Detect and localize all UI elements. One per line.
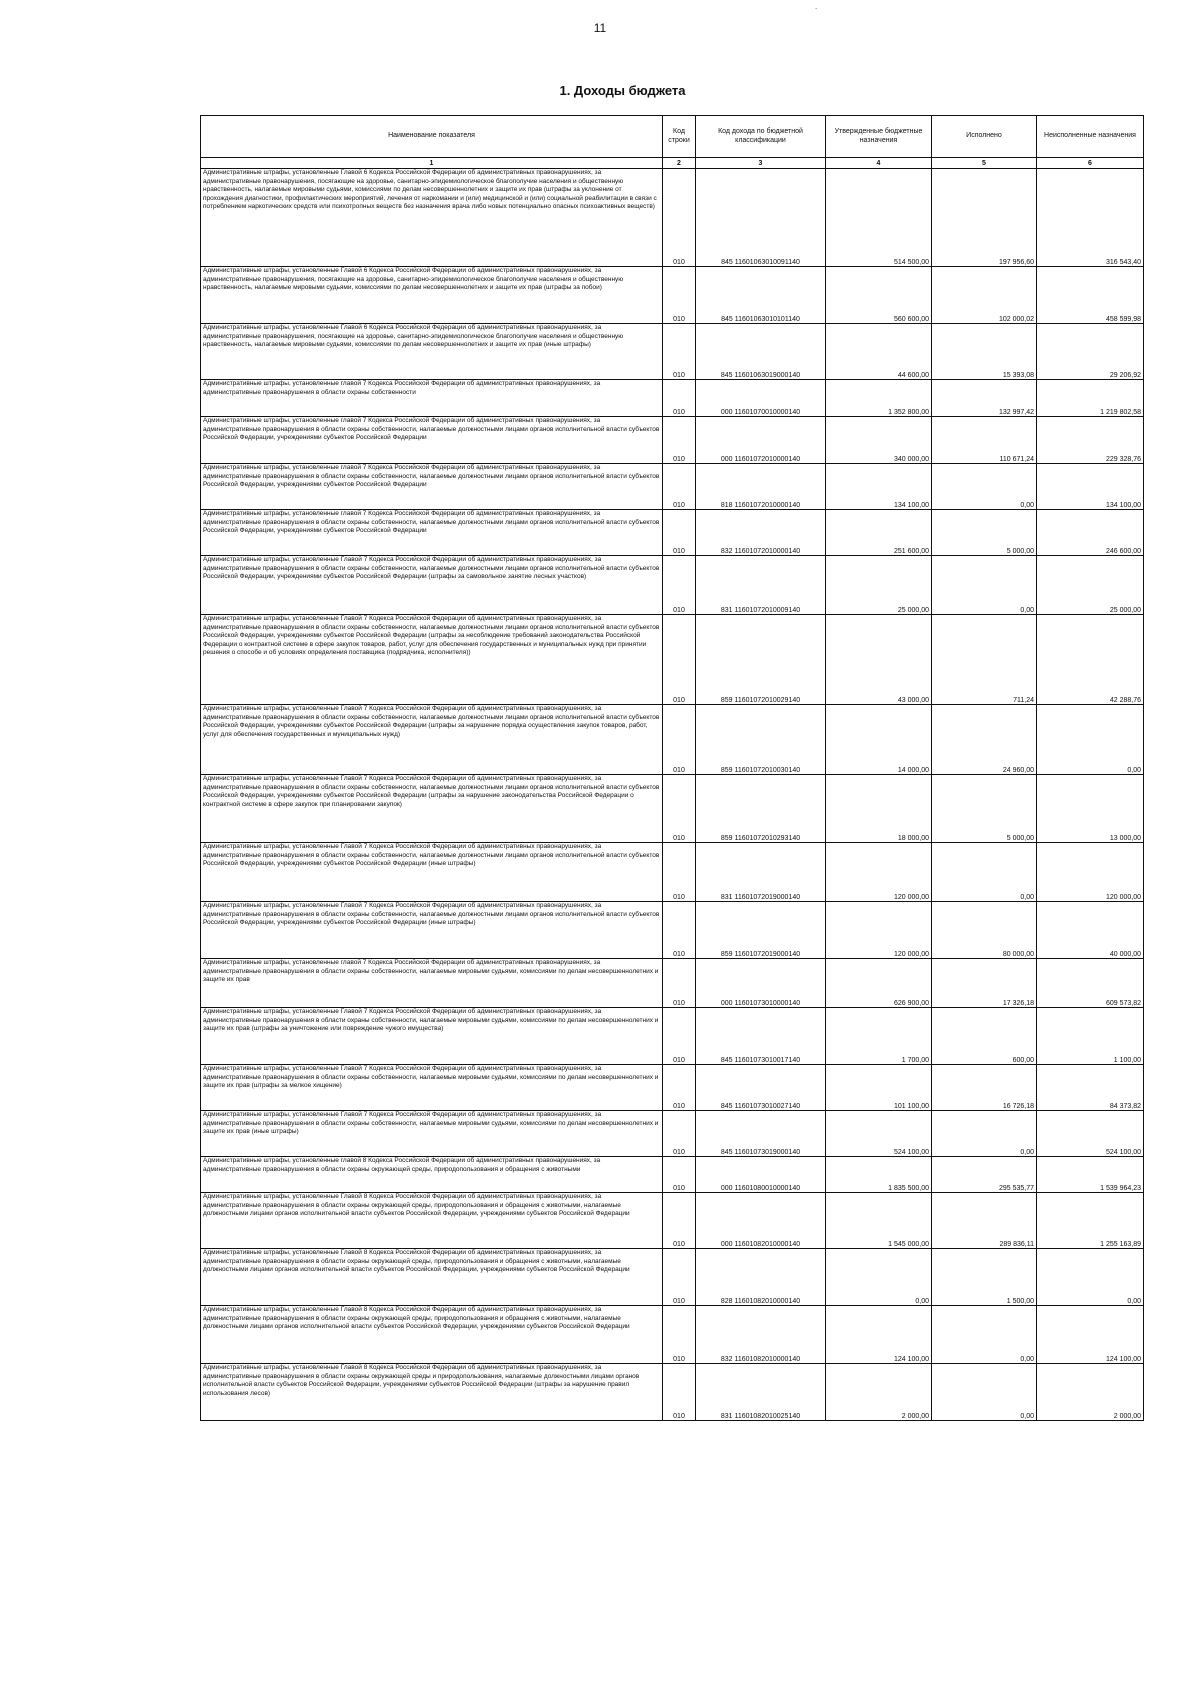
executed-amount-cell: 24 960,00 [932, 705, 1037, 775]
line-code-cell: 010 [663, 380, 696, 417]
income-code-cell: 000 11601082010000140 [696, 1193, 826, 1249]
table-row [201, 705, 1144, 775]
budget-revenue-table [200, 115, 1144, 1421]
column-number: 1 [201, 158, 663, 169]
indicator-name-cell: Административные штрафы, установленные Главой 6 Кодекса Российской Федерации об административных правонарушениях, за административные правонарушения, посягающие на здоровье, санитарно-эпидемиологическое благополучие населения и общественную нравственность, налагаемые мировыми судьями, комиссиями по делам несовершеннолетних и защите их прав (иные штрафы) [201, 324, 663, 380]
table-row [201, 1364, 1144, 1421]
table-row [201, 380, 1144, 417]
line-code-cell: 010 [663, 615, 696, 705]
approved-amount-cell: 2 000,00 [826, 1364, 932, 1421]
page-number: 11 [593, 21, 607, 35]
table-row [201, 1193, 1144, 1249]
table-row [201, 615, 1144, 705]
approved-amount-cell: 251 600,00 [826, 510, 932, 556]
income-code-cell: 000 11601080010000140 [696, 1157, 826, 1193]
scan-speck: . [815, 2, 818, 11]
executed-amount-cell: 600,00 [932, 1008, 1037, 1065]
line-code-cell: 010 [663, 1065, 696, 1111]
income-code-cell: 845 11601063010091140 [696, 169, 826, 267]
executed-amount-cell: 0,00 [932, 843, 1037, 902]
approved-amount-cell: 14 000,00 [826, 705, 932, 775]
table-row [201, 843, 1144, 902]
income-code-cell: 845 11601073010017140 [696, 1008, 826, 1065]
unexecuted-amount-cell: 40 000,00 [1037, 902, 1144, 959]
executed-amount-cell: 197 956,60 [932, 169, 1037, 267]
unexecuted-amount-cell: 609 573,82 [1037, 959, 1144, 1008]
approved-amount-cell: 25 000,00 [826, 556, 932, 615]
income-code-cell: 828 11601082010000140 [696, 1249, 826, 1306]
income-code-cell: 832 11601072010000140 [696, 510, 826, 556]
executed-amount-cell: 0,00 [932, 556, 1037, 615]
unexecuted-amount-cell: 229 328,76 [1037, 417, 1144, 464]
approved-amount-cell: 524 100,00 [826, 1111, 932, 1157]
table-row [201, 1306, 1144, 1364]
line-code-cell: 010 [663, 417, 696, 464]
table-row [201, 959, 1144, 1008]
unexecuted-amount-cell: 0,00 [1037, 1249, 1144, 1306]
column-number: 4 [826, 158, 932, 169]
executed-amount-cell: 15 393,08 [932, 324, 1037, 380]
unexecuted-amount-cell: 84 373,82 [1037, 1065, 1144, 1111]
indicator-name-cell: Административные штрафы, установленные Главой 7 Кодекса Российской Федерации об административных правонарушениях, за административные правонарушения в области охраны собственности, налагаемые мировыми судьями, комиссиями по делам несовершеннолетних и защите их прав (иные штрафы) [201, 1111, 663, 1157]
page-title: 1. Доходы бюджета [559, 83, 686, 98]
approved-amount-cell: 44 600,00 [826, 324, 932, 380]
approved-amount-cell: 120 000,00 [826, 843, 932, 902]
executed-amount-cell: 711,24 [932, 615, 1037, 705]
column-number: 3 [696, 158, 826, 169]
unexecuted-amount-cell: 25 000,00 [1037, 556, 1144, 615]
unexecuted-amount-cell: 29 206,92 [1037, 324, 1144, 380]
income-code-cell: 845 11601063019000140 [696, 324, 826, 380]
approved-amount-cell: 340 000,00 [826, 417, 932, 464]
income-code-cell: 000 11601072010000140 [696, 417, 826, 464]
approved-amount-cell: 101 100,00 [826, 1065, 932, 1111]
indicator-name-cell: Административные штрафы, установленные главой 7 Кодекса Российской Федерации об административных правонарушениях, за административные правонарушения в области охраны собственности [201, 380, 663, 417]
unexecuted-amount-cell: 458 599,98 [1037, 267, 1144, 324]
table-row [201, 902, 1144, 959]
table-row [201, 169, 1144, 267]
unexecuted-amount-cell: 0,00 [1037, 705, 1144, 775]
line-code-cell: 010 [663, 843, 696, 902]
table-row [201, 1157, 1144, 1193]
column-number: 2 [663, 158, 696, 169]
income-code-cell: 845 11601073010027140 [696, 1065, 826, 1111]
executed-amount-cell: 16 726,18 [932, 1065, 1037, 1111]
line-code-cell: 010 [663, 1364, 696, 1421]
income-code-cell: 832 11601082010000140 [696, 1306, 826, 1364]
approved-amount-cell: 514 500,00 [826, 169, 932, 267]
indicator-name-cell: Административные штрафы, установленные Главой 7 Кодекса Российской Федерации об административных правонарушениях, за административные правонарушения в области охраны собственности, налагаемые должностными лицами органов исполнительной власти субъектов Российской Федерации, учреждениями субъектов Российской Федерации (штрафы за нарушение порядка осуществления закупок товаров, работ, услуг для обеспечения государственных и муниципальных нужд) [201, 705, 663, 775]
line-code-cell: 010 [663, 464, 696, 510]
income-code-cell: 859 11601072010030140 [696, 705, 826, 775]
line-code-cell: 010 [663, 705, 696, 775]
table-row [201, 775, 1144, 843]
header-income-code: Код дохода по бюджетной классификации [696, 116, 826, 158]
unexecuted-amount-cell: 124 100,00 [1037, 1306, 1144, 1364]
line-code-cell: 010 [663, 959, 696, 1008]
approved-amount-cell: 0,00 [826, 1249, 932, 1306]
table-header-row [201, 116, 1144, 158]
table-row [201, 324, 1144, 380]
line-code-cell: 010 [663, 1193, 696, 1249]
indicator-name-cell: Административные штрафы, установленные Главой 8 Кодекса Российской Федерации об административных правонарушениях, за административные правонарушения в области охраны окружающей среды, природопользования и обращения с животными, налагаемые должностными лицами органов исполнительной власти субъектов Российской Федерации, учреждениями субъектов Российской Федерации [201, 1249, 663, 1306]
line-code-cell: 010 [663, 267, 696, 324]
executed-amount-cell: 80 000,00 [932, 902, 1037, 959]
indicator-name-cell: Административные штрафы, установленные Главой 7 Кодекса Российской Федерации об административных правонарушениях, за административные правонарушения в области охраны собственности, налагаемые должностными лицами органов исполнительной власти субъектов Российской Федерации, учреждениями субъектов Российской Федерации (штрафы за нарушение законодательства Российской Федерации о контрактной системе в сфере закупок при планировании закупок) [201, 775, 663, 843]
approved-amount-cell: 1 545 000,00 [826, 1193, 932, 1249]
column-number: 6 [1037, 158, 1144, 169]
column-number: 5 [932, 158, 1037, 169]
line-code-cell: 010 [663, 1157, 696, 1193]
indicator-name-cell: Административные штрафы, установленные главой 7 Кодекса Российской Федерации об административных правонарушениях, за административные правонарушения в области охраны собственности, налагаемые должностными лицами органов исполнительной власти субъектов Российской Федерации, учреждениями субъектов Российской Федерации [201, 417, 663, 464]
executed-amount-cell: 0,00 [932, 1306, 1037, 1364]
table-body [201, 169, 1144, 1421]
approved-amount-cell: 124 100,00 [826, 1306, 932, 1364]
line-code-cell: 010 [663, 169, 696, 267]
table-row [201, 1249, 1144, 1306]
income-code-cell: 859 11601072019000140 [696, 902, 826, 959]
approved-amount-cell: 18 000,00 [826, 775, 932, 843]
table-row [201, 464, 1144, 510]
unexecuted-amount-cell: 2 000,00 [1037, 1364, 1144, 1421]
table-row [201, 556, 1144, 615]
approved-amount-cell: 1 835 500,00 [826, 1157, 932, 1193]
line-code-cell: 010 [663, 556, 696, 615]
line-code-cell: 010 [663, 1306, 696, 1364]
income-code-cell: 831 11601072010009140 [696, 556, 826, 615]
indicator-name-cell: Административные штрафы, установленные Главой 7 Кодекса Российской Федерации об административных правонарушениях, за административные правонарушения в области охраны собственности, налагаемые мировыми судьями, комиссиями по делам несовершеннолетних и защите их прав (штрафы за уничтожение или повреждение чужого имущества) [201, 1008, 663, 1065]
header-executed: Исполнено [932, 116, 1037, 158]
header-approved: Утвержденные бюджетные назначения [826, 116, 932, 158]
income-code-cell: 000 11601070010000140 [696, 380, 826, 417]
executed-amount-cell: 1 500,00 [932, 1249, 1037, 1306]
approved-amount-cell: 1 700,00 [826, 1008, 932, 1065]
executed-amount-cell: 5 000,00 [932, 775, 1037, 843]
unexecuted-amount-cell: 1 219 802,58 [1037, 380, 1144, 417]
table-row [201, 1111, 1144, 1157]
unexecuted-amount-cell: 42 288,76 [1037, 615, 1144, 705]
executed-amount-cell: 0,00 [932, 464, 1037, 510]
line-code-cell: 010 [663, 775, 696, 843]
approved-amount-cell: 43 000,00 [826, 615, 932, 705]
income-code-cell: 845 11601063010101140 [696, 267, 826, 324]
income-code-cell: 859 11601072010293140 [696, 775, 826, 843]
indicator-name-cell: Административные штрафы, установленные главой 8 Кодекса Российской Федерации об административных правонарушениях, за административные правонарушения в области охраны окружающей среды, природопользования и обращения с животными [201, 1157, 663, 1193]
approved-amount-cell: 120 000,00 [826, 902, 932, 959]
header-unexecuted: Неисполненные назначения [1037, 116, 1144, 158]
approved-amount-cell: 134 100,00 [826, 464, 932, 510]
executed-amount-cell: 110 671,24 [932, 417, 1037, 464]
unexecuted-amount-cell: 1 539 964,23 [1037, 1157, 1144, 1193]
table-row [201, 510, 1144, 556]
table-row [201, 1065, 1144, 1111]
approved-amount-cell: 1 352 800,00 [826, 380, 932, 417]
unexecuted-amount-cell: 246 600,00 [1037, 510, 1144, 556]
line-code-cell: 010 [663, 1111, 696, 1157]
executed-amount-cell: 5 000,00 [932, 510, 1037, 556]
indicator-name-cell: Административные штрафы, установленные Главой 6 Кодекса Российской Федерации об административных правонарушениях, за административные правонарушения, посягающие на здоровье, санитарно-эпидемиологическое благополучие населения и общественную нравственность, налагаемые мировыми судьями, комиссиями по делам несовершеннолетних и защите их прав (штрафы за побои) [201, 267, 663, 324]
indicator-name-cell: Административные штрафы, установленные Главой 6 Кодекса Российской Федерации об административных правонарушениях, за административные правонарушения, посягающие на здоровье, санитарно-эпидемиологическое благополучие населения и общественную нравственность, налагаемые мировыми судьями, комиссиями по делам несовершеннолетних и защите их прав (штрафы за уклонение от прохождения диагностики, профилактических мероприятий, лечения от наркомании и (или) медицинской и (или) социальной реабилитации в связи с потреблением наркотических средств или психотропных веществ без назначения врача либо новых потенциально опасных психоактивных веществ) [201, 169, 663, 267]
header-line-code: Код строки [663, 116, 696, 158]
unexecuted-amount-cell: 316 543,40 [1037, 169, 1144, 267]
executed-amount-cell: 0,00 [932, 1364, 1037, 1421]
table-row [201, 1008, 1144, 1065]
unexecuted-amount-cell: 524 100,00 [1037, 1111, 1144, 1157]
unexecuted-amount-cell: 1 255 163,89 [1037, 1193, 1144, 1249]
approved-amount-cell: 626 900,00 [826, 959, 932, 1008]
income-code-cell: 859 11601072010029140 [696, 615, 826, 705]
unexecuted-amount-cell: 13 000,00 [1037, 775, 1144, 843]
line-code-cell: 010 [663, 1249, 696, 1306]
header-indicator-name: Наименование показателя [201, 116, 663, 158]
indicator-name-cell: Административные штрафы, установленные Главой 8 Кодекса Российской Федерации об административных правонарушениях, за административные правонарушения в области охраны окружающей среды и природопользования, налагаемые должностными лицами органов исполнительной власти субъектов Российской Федерации, учреждениями субъектов Российской Федерации (штрафы за нарушение правил использования лесов) [201, 1364, 663, 1421]
indicator-name-cell: Административные штрафы, установленные Главой 8 Кодекса Российской Федерации об административных правонарушениях, за административные правонарушения в области охраны окружающей среды, природопользования и обращения с животными, налагаемые должностными лицами органов исполнительной власти субъектов Российской Федерации, учреждениями субъектов Российской Федерации [201, 1193, 663, 1249]
indicator-name-cell: Административные штрафы, установленные Главой 7 Кодекса Российской Федерации об административных правонарушениях, за административные правонарушения в области охраны собственности, налагаемые мировыми судьями, комиссиями по делам несовершеннолетних и защите их прав (штрафы за мелкое хищение) [201, 1065, 663, 1111]
indicator-name-cell: Административные штрафы, установленные Главой 7 Кодекса Российской Федерации об административных правонарушениях, за административные правонарушения в области охраны собственности, налагаемые должностными лицами органов исполнительной власти субъектов Российской Федерации, учреждениями субъектов Российской Федерации (иные штрафы) [201, 902, 663, 959]
indicator-name-cell: Административные штрафы, установленные главой 7 Кодекса Российской Федерации об административных правонарушениях, за административные правонарушения в области охраны собственности, налагаемые мировыми судьями, комиссиями по делам несовершеннолетних и защите их прав [201, 959, 663, 1008]
income-code-cell: 845 11601073019000140 [696, 1111, 826, 1157]
approved-amount-cell: 560 600,00 [826, 267, 932, 324]
income-code-cell: 000 11601073010000140 [696, 959, 826, 1008]
executed-amount-cell: 0,00 [932, 1111, 1037, 1157]
indicator-name-cell: Административные штрафы, установленные Главой 7 Кодекса Российской Федерации об административных правонарушениях, за административные правонарушения в области охраны собственности, налагаемые должностными лицами органов исполнительной власти субъектов Российской Федерации, учреждениями субъектов Российской Федерации (иные штрафы) [201, 843, 663, 902]
table-row [201, 267, 1144, 324]
indicator-name-cell: Административные штрафы, установленные главой 7 Кодекса Российской Федерации об административных правонарушениях, за административные правонарушения в области охраны собственности, налагаемые должностными лицами органов исполнительной власти субъектов Российской Федерации, учреждениями субъектов Российской Федерации [201, 510, 663, 556]
income-code-cell: 831 11601072019000140 [696, 843, 826, 902]
line-code-cell: 010 [663, 324, 696, 380]
executed-amount-cell: 17 326,18 [932, 959, 1037, 1008]
column-number-row [201, 158, 1144, 169]
income-code-cell: 831 11601082010025140 [696, 1364, 826, 1421]
income-code-cell: 818 11601072010000140 [696, 464, 826, 510]
unexecuted-amount-cell: 134 100,00 [1037, 464, 1144, 510]
indicator-name-cell: Административные штрафы, установленные Главой 7 Кодекса Российской Федерации об административных правонарушениях, за административные правонарушения в области охраны собственности, налагаемые должностными лицами органов исполнительной власти субъектов Российской Федерации, учреждениями субъектов Российской Федерации (штрафы за самовольное занятие лесных участков) [201, 556, 663, 615]
unexecuted-amount-cell: 120 000,00 [1037, 843, 1144, 902]
indicator-name-cell: Административные штрафы, установленные Главой 7 Кодекса Российской Федерации об административных правонарушениях, за административные правонарушения в области охраны собственности, налагаемые должностными лицами органов исполнительной власти субъектов Российской Федерации, учреждениями субъектов Российской Федерации (штрафы за несоблюдение требований законодательства Российской Федерации о контрактной системе в сфере закупок товаров, работ, услуг для обеспечения государственных и муниципальных нужд при принятии решения о способе и об условиях определения поставщика (подрядчика, исполнителя)) [201, 615, 663, 705]
indicator-name-cell: Административные штрафы, установленные Главой 8 Кодекса Российской Федерации об административных правонарушениях, за административные правонарушения в области охраны окружающей среды, природопользования и обращения с животными, налагаемые должностными лицами органов исполнительной власти субъектов Российской Федерации, учреждениями субъектов Российской Федерации [201, 1306, 663, 1364]
executed-amount-cell: 132 997,42 [932, 380, 1037, 417]
table-row [201, 417, 1144, 464]
line-code-cell: 010 [663, 902, 696, 959]
indicator-name-cell: Административные штрафы, установленные главой 7 Кодекса Российской Федерации об административных правонарушениях, за административные правонарушения в области охраны собственности, налагаемые должностными лицами органов исполнительной власти субъектов Российской Федерации, учреждениями субъектов Российской Федерации [201, 464, 663, 510]
executed-amount-cell: 102 000,02 [932, 267, 1037, 324]
executed-amount-cell: 289 836,11 [932, 1193, 1037, 1249]
unexecuted-amount-cell: 1 100,00 [1037, 1008, 1144, 1065]
line-code-cell: 010 [663, 1008, 696, 1065]
line-code-cell: 010 [663, 510, 696, 556]
executed-amount-cell: 295 535,77 [932, 1157, 1037, 1193]
